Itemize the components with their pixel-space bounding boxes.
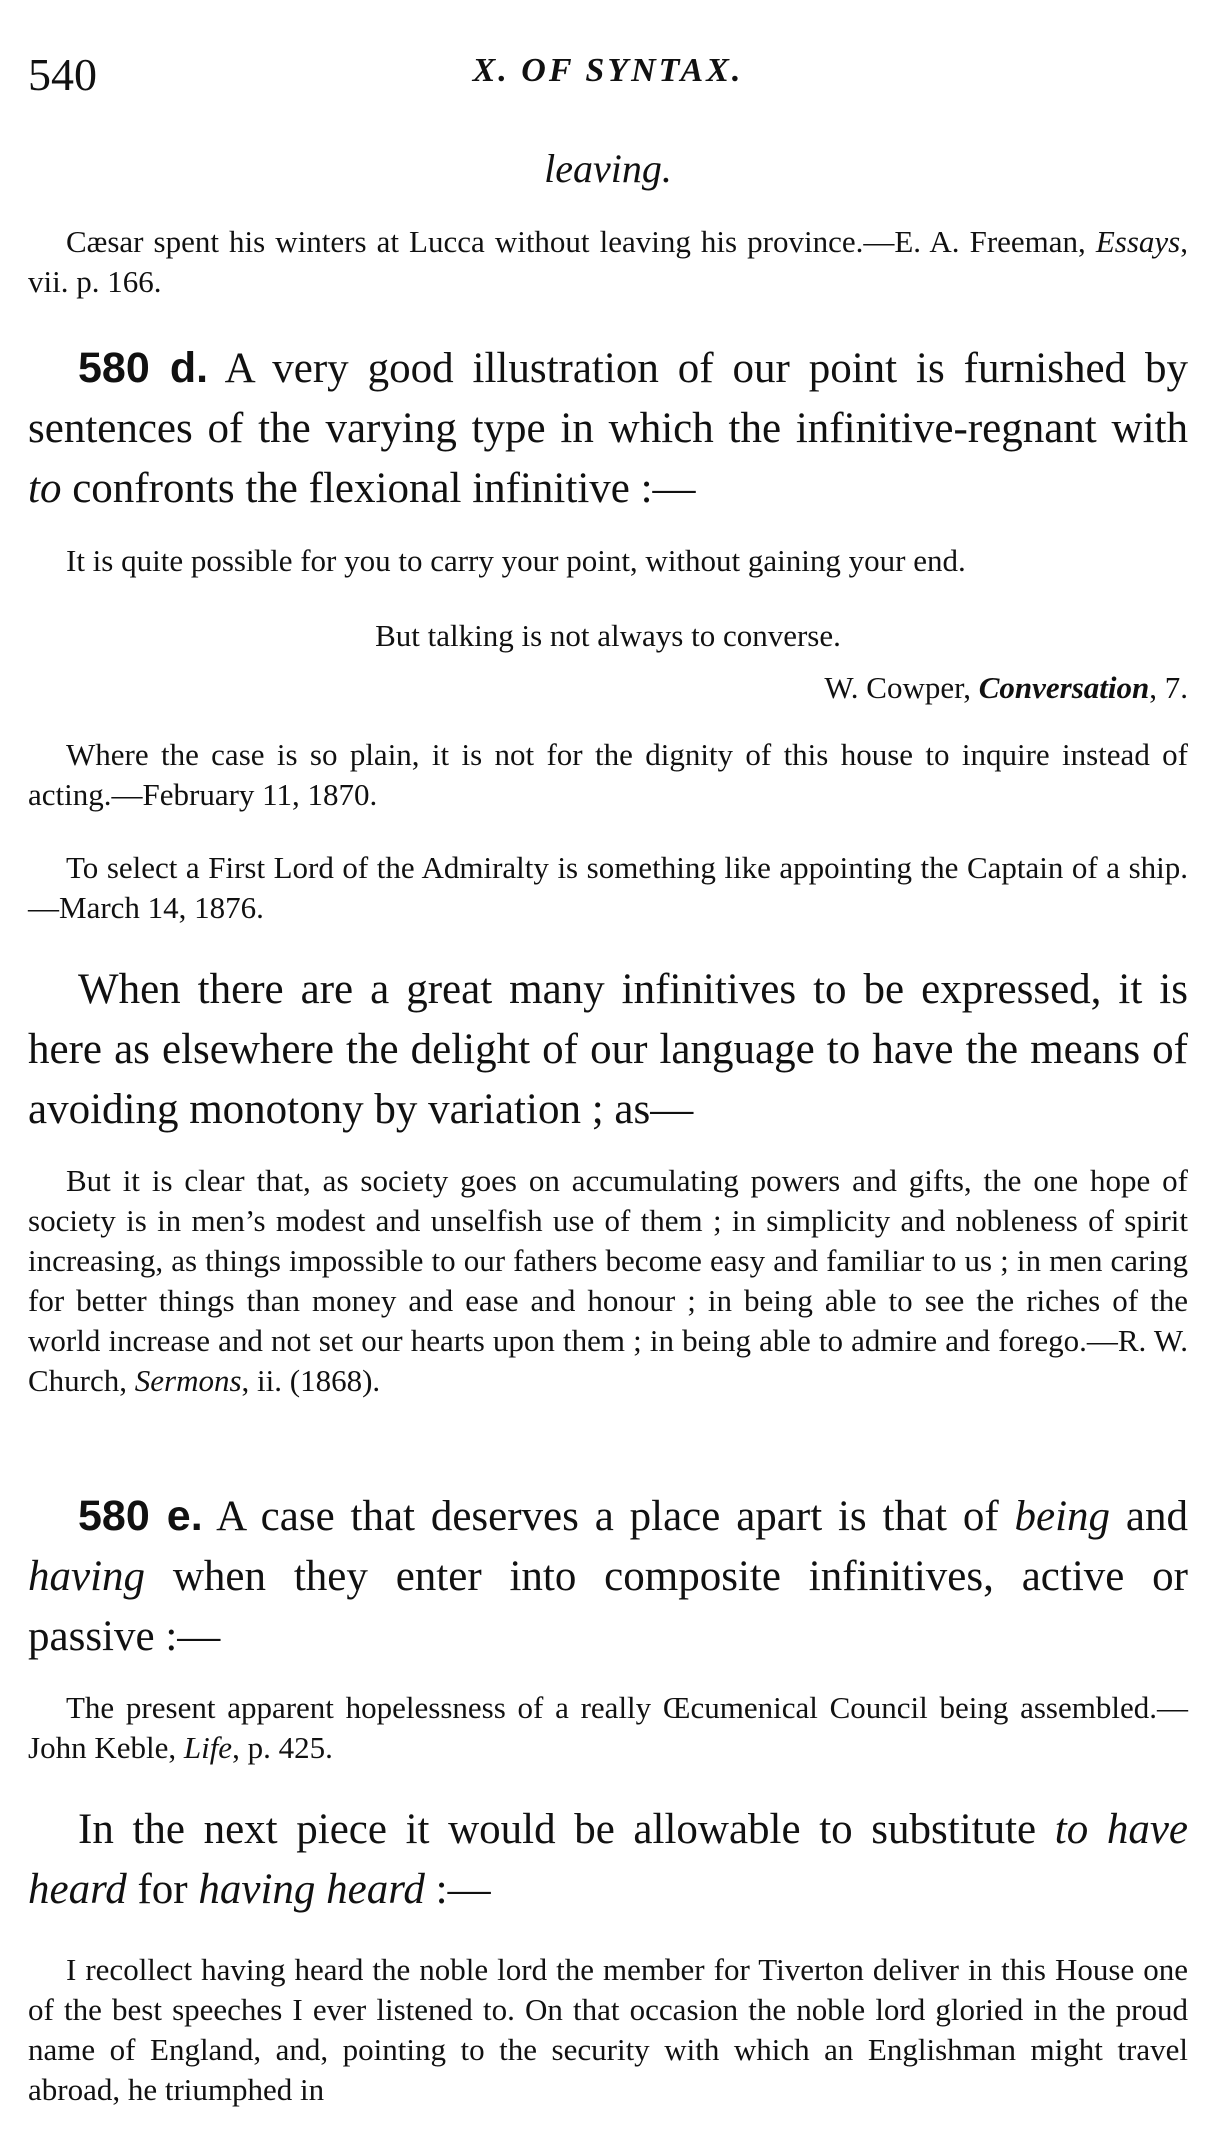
quotation-cowper-line: But talking is not always to converse. xyxy=(375,618,841,653)
source-title: Life xyxy=(183,1730,233,1765)
section-number: 580 e. xyxy=(78,1492,203,1540)
running-title: X. OF SYNTAX. xyxy=(472,52,744,89)
section-number: 580 d. xyxy=(78,344,209,392)
quotation-church: But it is clear that, as society goes on accumulating powers and gifts, the one hope of society is in men’s modest and unselfish use of them ; in simplicity and nobleness of spirit increasing, as things impossible to our fathers become easy and familiar to us ; in men caring for better things than money and ease and honour ; in being able to see the riches of the world increase and not set our hearts upon them ; in being able to admire and forego.—R. W. Church, Sermons, ii. (1868). xyxy=(28,1163,1188,1398)
page-number: 540 xyxy=(28,49,97,100)
section-580d: 580 d. A very good illustration of our point is furnished by sentences of the varying type in which the infinitive-regnant with to confronts the flexional infinitive :— xyxy=(28,344,1188,512)
paragraph-infinitives: When there are a great many infinitives to be expressed, it is here as elsewhere the delight of our language to have the means of avoiding monotony by variation ; as— xyxy=(28,966,1188,1133)
subheading-leaving: leaving. xyxy=(544,146,672,191)
quotation-keble: The present apparent hopelessness of a really Œcumenical Council being assembled.—John Keble, Life, p. 425. xyxy=(28,1690,1188,1765)
paragraph-next-piece: In the next piece it would be allowable to substitute to have heard for having heard :— xyxy=(28,1806,1188,1913)
running-header xyxy=(28,48,1188,108)
source-title: Essays xyxy=(1095,224,1181,259)
quotation-tiverton: I recollect having heard the noble lord the member for Tiverton deliver in this House one of the best speeches I ever listened to. On that occasion the noble lord gloried in the proud name of England, and, pointing to the security with which an Englishman might travel abroad, he triumphed in xyxy=(28,1952,1188,2107)
source-title: Sermons xyxy=(134,1363,242,1398)
quotation-freeman: Cæsar spent his winters at Lucca without leaving his province.—E. A. Freeman, Essays, vii. p. 166. xyxy=(28,224,1188,299)
quotation-carry-point: It is quite possible for you to carry your point, without gaining your end. xyxy=(66,543,966,578)
quotation-cowper-attribution: W. Cowper, Conversation, 7. xyxy=(824,670,1188,705)
section-580e: 580 e. A case that deserves a place apart is that of being and having when they enter into composite infinitives, active or passive :— xyxy=(28,1492,1188,1660)
quotation-march: To select a First Lord of the Admiralty is something like appointing the Captain of a ship.—March 14, 1876. xyxy=(28,850,1188,925)
quotation-february: Where the case is so plain, it is not for the dignity of this house to inquire instead of acting.—February 11, 1870. xyxy=(28,737,1188,812)
